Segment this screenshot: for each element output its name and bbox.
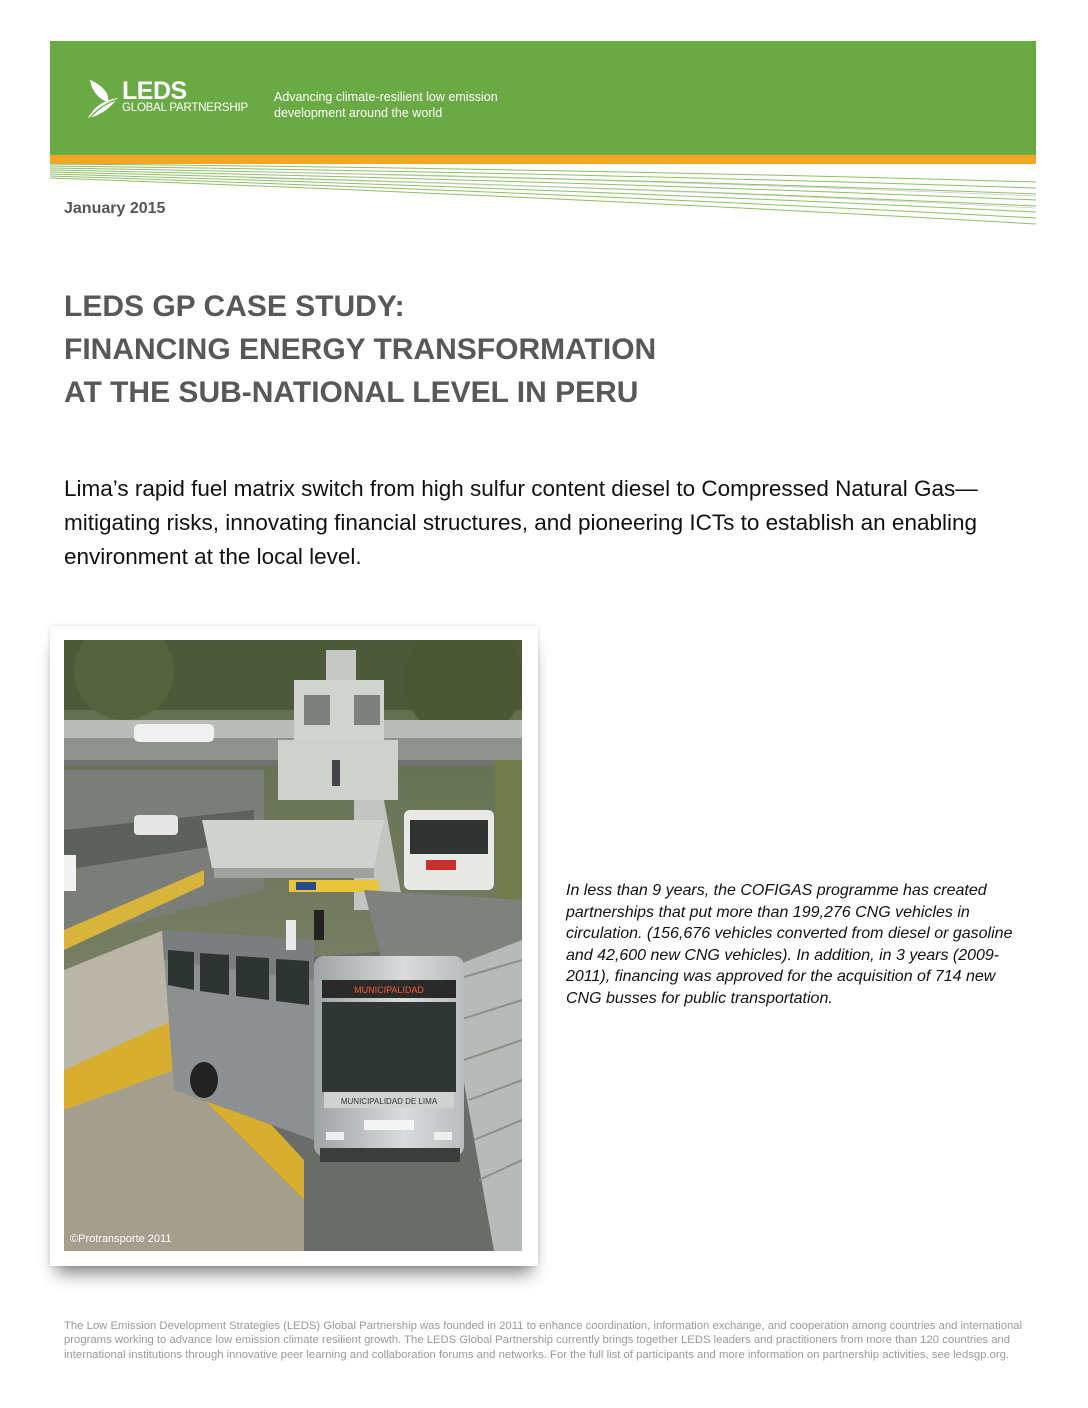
logo-wordmark: LEDS [122, 77, 187, 105]
page-title [64, 285, 656, 414]
title-line-2: FINANCING ENERGY TRANSFORMATION [64, 333, 657, 366]
title-line-1: LEDS GP CASE STUDY: [64, 290, 405, 323]
photo-credit: ©Protransporte 2011 [70, 1233, 172, 1245]
photo-frame [50, 626, 538, 1266]
bus-illustration [64, 640, 522, 1251]
svg-text:MUNICIPALIDAD: MUNICIPALIDAD [354, 985, 424, 995]
bus-photo [64, 640, 522, 1251]
footer-text: The Low Emission Development Strategies (LEDS) Global Partnership was founded in 2011 to enhance coordination, information exchange, and cooperation among countries and international programs working to advance low emission climate resilient growth. The LEDS Global Partnership currently brings together LEDS leaders and practitioners from more than 120 countries and international institutions through innovative peer learning and collaboration forums and networks. For the full list of participants and more information on partnership activities, see ledsgp.org. [64, 1320, 1023, 1361]
leaf-icon [86, 78, 120, 122]
header-tagline: Advancing climate-resilient low emission development around the world [274, 90, 498, 120]
header-swoosh-lines [50, 160, 1036, 230]
lead-paragraph: Lima’s rapid fuel matrix switch from high sulfur content diesel to Compressed Natural Gas— mitigating risks, innovating financial structures, and pioneering ICTs to establish an enabling environment at the local level. [64, 476, 978, 569]
leds-logo[interactable] [86, 78, 286, 124]
logo-subtitle: GLOBAL PARTNERSHIP [122, 102, 248, 114]
title-line-3: AT THE SUB-NATIONAL LEVEL IN PERU [64, 376, 639, 409]
bus-sign: MUNICIPALIDAD DE LIMA [340, 1097, 438, 1106]
photo-caption: In less than 9 years, the COFIGAS programme has created partnerships that put more than 199,276 CNG vehicles in circulation. (156,676 vehicles converted from diesel or gasoline and 42,600 new CNG vehicles). In addition, in 3 years (2009-2011), financing was approved for the acquisition of 714 new CNG busses for public transportation. [566, 882, 1013, 1007]
publication-date: January 2015 [64, 200, 166, 217]
